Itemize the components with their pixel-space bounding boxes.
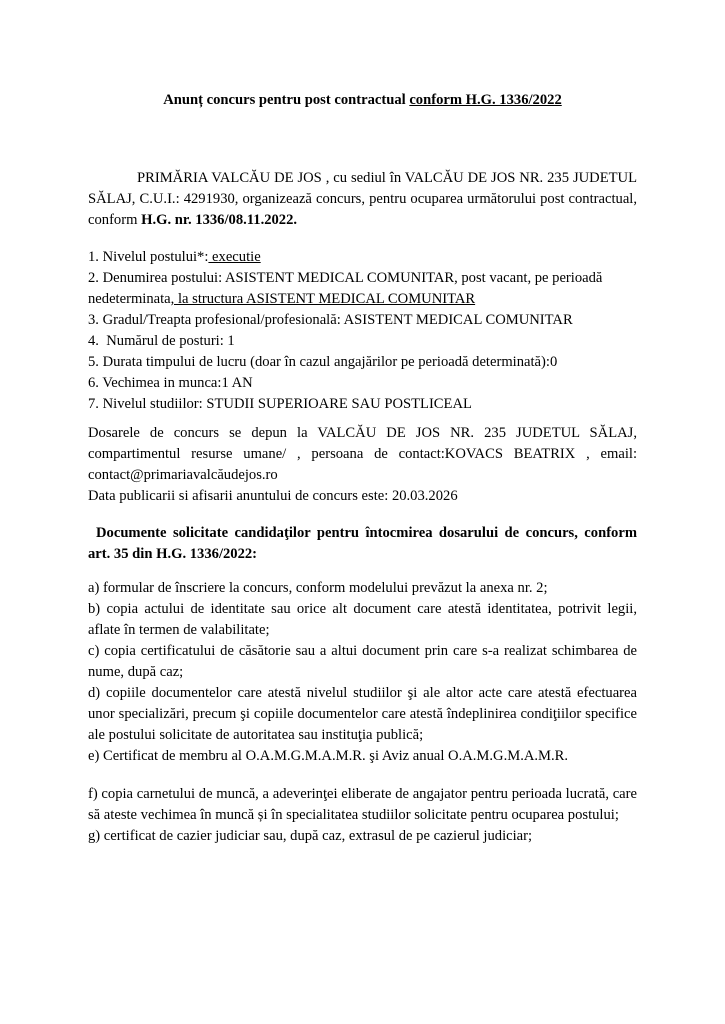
- list-item-seniority: 6. Vechimea in munca:1 AN: [88, 375, 253, 391]
- list-item-education-level: 7. Nivelul studiilor: STUDII SUPERIOARE SAU POSTLICEAL: [88, 396, 472, 412]
- list-item-post-name-structure: , la structura ASISTENT MEDICAL COMUNITAR: [170, 291, 476, 307]
- list-item-professional-grade: 3. Gradul/Treapta profesional/profesională: ASISTENT MEDICAL COMUNITAR: [88, 312, 573, 328]
- list-item-work-duration: 5. Durata timpului de lucru (doar în cazul angajărilor pe perioadă determinată):0: [88, 354, 558, 370]
- intro-paragraph-text: PRIMĂRIA VALCĂU DE JOS , cu sediul în VALCĂU DE JOS NR. 235 JUDETUL SĂLAJ, C.U.I.: 4291930, organizează concurs, pentru ocuparea următorului post contractual, conform: [88, 170, 637, 228]
- submission-paragraph: Dosarele de concurs se depun la VALCĂU DE JOS NR. 235 JUDETUL SĂLAJ, compartimentul resurse umane/ , persoana de contact:KOVACS BEATRIX , email: contact@primariavalcăudejos.ro: [88, 425, 637, 483]
- doc-item-b: b) copia actului de identitate sau orice alt document care atestă identitatea, potrivit legii, aflate în termen de valabilitate;: [88, 601, 637, 638]
- document-title: [88, 90, 637, 111]
- list-item-positions-count: 4. Numărul de posturi: 1: [88, 333, 235, 349]
- list-item-post-level-value: executie: [208, 249, 261, 265]
- publication-date-line: Data publicarii si afisarii anuntului de concurs este: 20.03.2026: [88, 488, 458, 504]
- list-item-post-name-text: 2. Denumirea postului: ASISTENT MEDICAL COMUNITAR, post vacant, pe perioadă nedeterminata: [88, 270, 603, 307]
- documents-heading: Documente solicitate candidaţilor pentru întocmirea dosarului de concurs, conform art. 35 din H.G. 1336/2022:: [88, 525, 637, 562]
- list-item-post-name: [88, 268, 637, 310]
- document-title-hg-reference: conform H.G. 1336/2022: [409, 92, 562, 108]
- document-title-text: Anunț concurs pentru post contractual: [163, 92, 410, 108]
- list-item-post-level-label: 1. Nivelul postului*:: [88, 249, 209, 265]
- doc-item-d: d) copiile documentelor care atestă nivelul studiilor şi ale altor acte care atestă efectuarea unor specializări, precum şi copiile documentelor care atestă îndeplinirea condiţiilor specifice ale postului solicitate de autoritatea sau instituţia publică;: [88, 685, 637, 743]
- documents-list-a-e: [88, 578, 637, 767]
- intro-hg-reference: H.G. nr. 1336/08.11.2022.: [141, 212, 298, 228]
- doc-item-f: f) copia carnetului de muncă, a adeverinţei eliberate de angajator pentru perioada lucrată, care să ateste vechimea în muncă și în specialitatea studiilor solicitate pentru ocuparea postului;: [88, 786, 637, 823]
- list-item-post-level: [88, 247, 637, 268]
- doc-item-c: c) copia certificatului de căsătorie sau a altui document prin care s-a realizat schimbarea de nume, după caz;: [88, 643, 637, 680]
- doc-item-g: g) certificat de cazier judiciar sau, după caz, extrasul de pe cazierul judiciar;: [88, 828, 533, 844]
- doc-item-a: a) formular de înscriere la concurs, conform modelului prevăzut la anexa nr. 2;: [88, 580, 548, 596]
- post-details-list: [88, 247, 637, 415]
- intro-paragraph: [88, 168, 637, 231]
- documents-list-f-g: [88, 784, 637, 847]
- doc-item-e: e) Certificat de membru al O.A.M.G.M.A.M.R. şi Aviz anual O.A.M.G.M.A.M.R.: [88, 748, 569, 764]
